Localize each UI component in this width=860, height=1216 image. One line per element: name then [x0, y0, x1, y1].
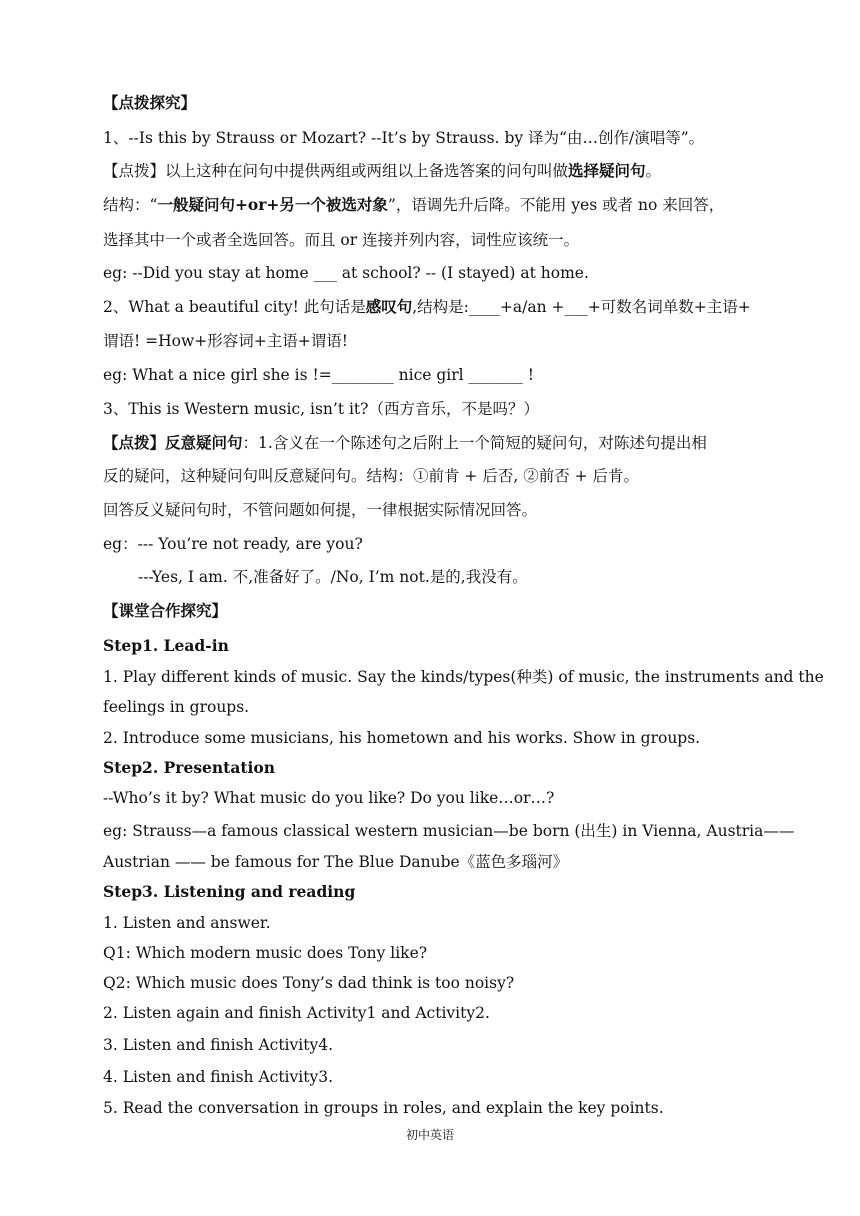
- tip-tag-question-line-1: [103, 432, 758, 454]
- tip-keyword: 选择疑问句: [568, 161, 646, 180]
- example-1: eg: --Did you stay at home ___ at school? -- (I stayed) at home.: [103, 264, 589, 282]
- tip-tag-question-line-3: 回答反义疑问句时，不管问题如何提，一律根据实际情况回答。: [103, 501, 538, 519]
- step-2-line-1: --Who’s it by? What music do you like? Do you like…or…?: [103, 789, 555, 807]
- tip-3-keyword: 反意疑问句: [165, 433, 243, 452]
- step-2-title: Step2. Presentation: [103, 758, 276, 777]
- step-3-item-5: 5. Read the conversation in groups in roles, and explain the key points.: [103, 1099, 664, 1117]
- page-footer: 初中英语: [405, 1128, 454, 1142]
- structure-prefix: 结构：“: [103, 196, 158, 214]
- item-1: 1、--Is this by Strauss or Mozart? --It’s by Strauss. by 译为“由…创作/演唱等”。: [103, 129, 705, 147]
- step-3-title: Step3. Listening and reading: [103, 882, 356, 901]
- item-2-suffix: ,结构是:____+a/an +___+可数名词单数+主语+: [412, 298, 751, 316]
- step-1-item-1-line-1: 1. Play different kinds of music. Say the kinds/types(种类) of music, the instruments and the: [103, 668, 824, 686]
- step-1-title: Step1. Lead-in: [103, 636, 229, 655]
- item-2-prefix: 2、What a beautiful city! 此句话是: [103, 298, 366, 316]
- item-2-line-1: [103, 296, 758, 318]
- item-2-keyword: 感叹句: [365, 297, 413, 316]
- section-title-dianbo: 【点拨探究】: [103, 93, 197, 112]
- structure-keyword: 一般疑问句+or+另一个被选对象: [157, 195, 388, 214]
- item-2-line-2: 谓语! =How+形容词+主语+谓语!: [103, 332, 348, 350]
- tip-tag-question-line-2: 反的疑问，这种疑问句叫反意疑问句。结构：①前肯 + 后否, ②前否 + 后肯。: [103, 467, 640, 485]
- tip-3-prefix: 【点拨】: [103, 433, 166, 452]
- step-1-item-2: 2. Introduce some musicians, his hometown and his works. Show in groups.: [103, 729, 701, 747]
- section-title-cooperation: 【课堂合作探究】: [103, 601, 228, 620]
- step-3-item-3: 3. Listen and finish Activity4.: [103, 1036, 333, 1054]
- structure-suffix: ”，语调先升后降。不能用 yes 或者 no 来回答，: [387, 196, 725, 214]
- step-3-item-2: 2. Listen again and finish Activity1 and Activity2.: [103, 1004, 490, 1022]
- step-2-example-line-2: Austrian —— be famous for The Blue Danube《蓝色多瑙河》: [103, 853, 569, 871]
- step-3-item-4: 4. Listen and finish Activity3.: [103, 1068, 333, 1086]
- item-3: 3、This is Western music, isn’t it?（西方音乐，不是吗？）: [103, 400, 539, 418]
- step-2-example-line-1: eg: Strauss—a famous classical western musician—be born (出生) in Vienna, Austria——: [103, 822, 795, 840]
- example-2: eg: What a nice girl she is !=________ nice girl _______ !: [103, 366, 534, 384]
- tip-suffix: 。: [645, 162, 662, 180]
- tip-3-suffix: ：1.含义在一个陈述句之后附上一个简短的疑问句，对陈述句提出相: [242, 434, 707, 452]
- tip-prefix: 【点拨】以上这种在问句中提供两组或两组以上备选答案的问句叫做: [103, 162, 569, 180]
- step-3-item-1: 1. Listen and answer.: [103, 914, 271, 932]
- structure-line-2: 选择其中一个或者全选回答。而且 or 连接并列内容，词性应该统一。: [103, 231, 580, 249]
- example-3-line-1: eg：--- You’re not ready, are you?: [103, 535, 363, 553]
- tip-choice-question: [103, 160, 758, 182]
- step-1-item-1-line-2: feelings in groups.: [103, 698, 250, 716]
- example-3-line-2: ---Yes, I am. 不,准备好了。/No, I’m not.是的,我没有。: [138, 568, 528, 586]
- structure-line-1: [103, 194, 758, 216]
- step-3-question-2: Q2: Which music does Tony’s dad think is too noisy?: [103, 974, 515, 992]
- step-3-question-1: Q1: Which modern music does Tony like?: [103, 944, 428, 962]
